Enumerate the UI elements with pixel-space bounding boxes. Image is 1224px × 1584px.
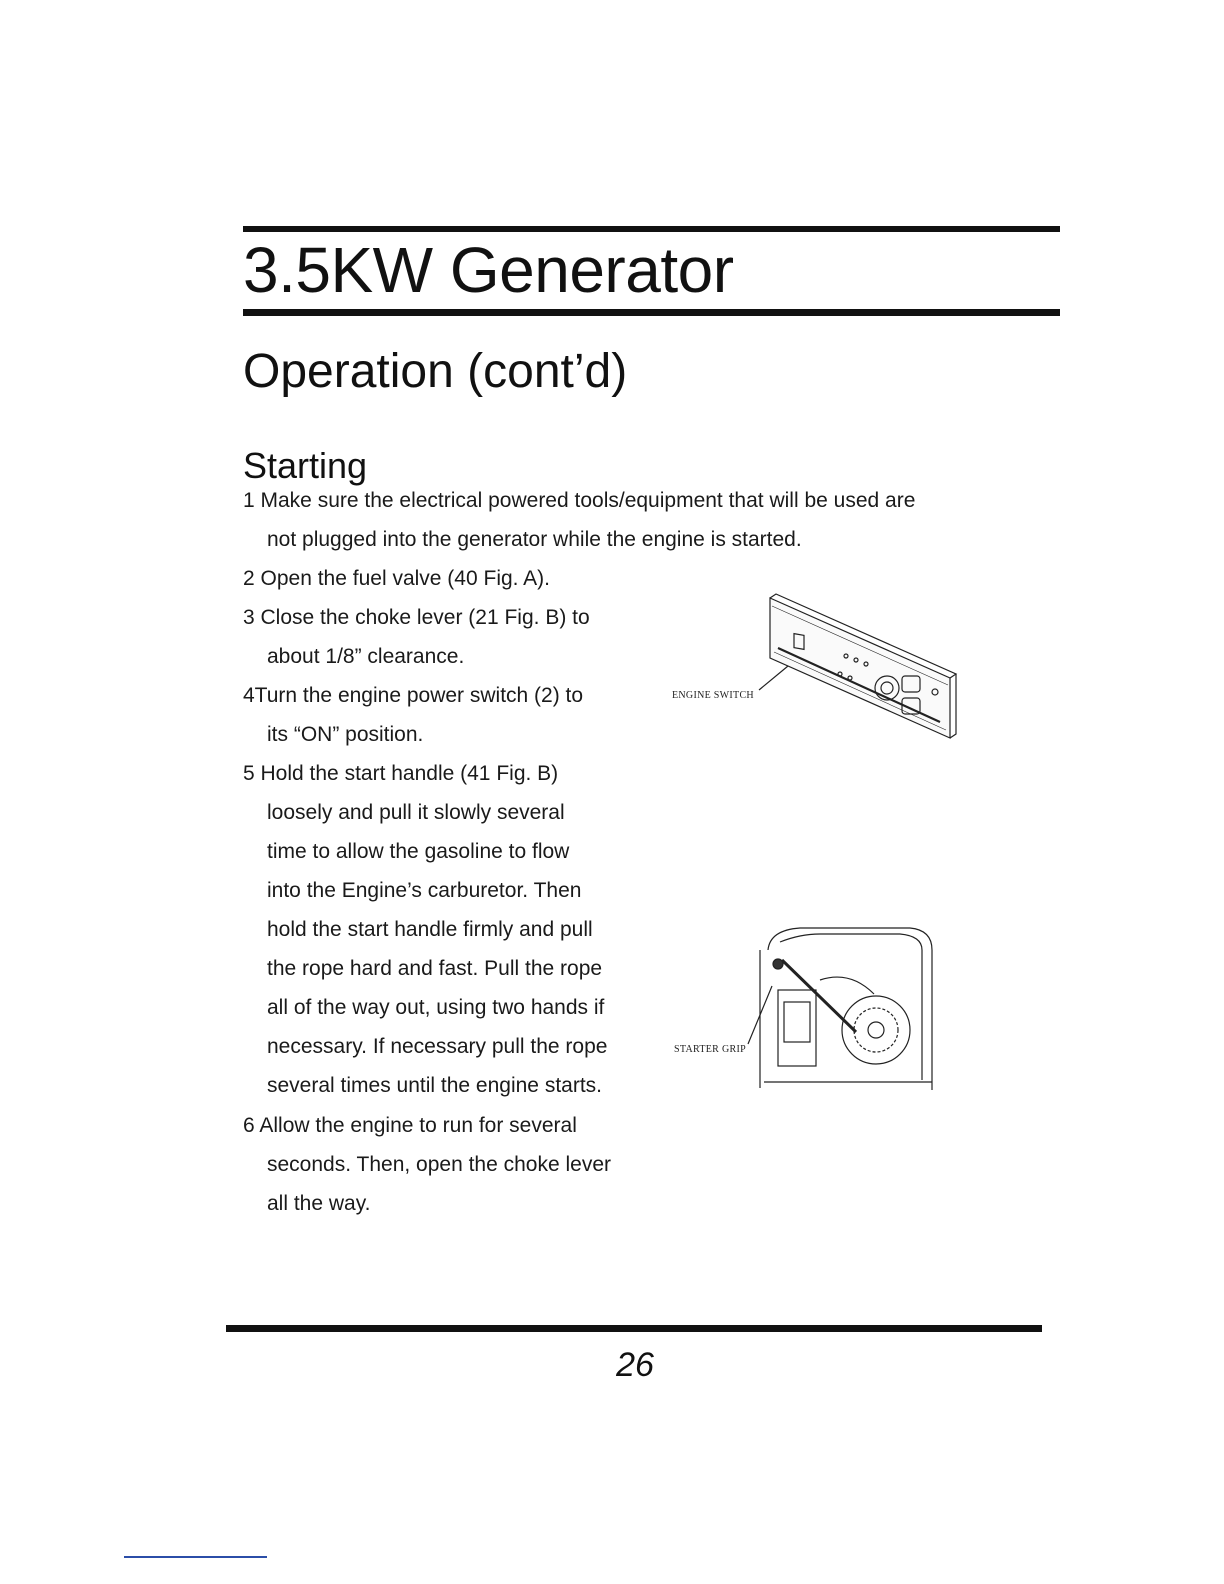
step-line: necessary. If necessary pull the rope (267, 1035, 608, 1058)
page-number: 26 (616, 1346, 654, 1384)
step-line: several times until the engine starts. (267, 1074, 602, 1097)
step-line: time to allow the gasoline to flow (267, 840, 570, 863)
title-rule-bottom (243, 309, 1060, 316)
step-line: all of the way out, using two hands if (267, 996, 605, 1019)
engine-switch-label: ENGINE SWITCH (672, 690, 754, 701)
step-1 (243, 481, 916, 551)
corner-rule (124, 1556, 267, 1558)
step-line: loosely and pull it slowly several (267, 801, 565, 824)
step-line: hold the start handle firmly and pull (267, 918, 593, 941)
control-panel-illustration (660, 590, 960, 740)
step-3 (243, 598, 590, 668)
step-line: 4Turn the engine power switch (2) to (243, 684, 584, 707)
step-line: the rope hard and fast. Pull the rope (267, 957, 603, 980)
step-line: its “ON” position. (267, 723, 424, 746)
step-4 (243, 676, 584, 746)
document-title: 3.5KW Generator (243, 234, 734, 306)
step-line: seconds. Then, open the choke lever (267, 1153, 612, 1176)
control-panel-figure (660, 590, 960, 740)
section-title: Operation (cont’d) (243, 345, 628, 398)
step-2 (243, 559, 550, 598)
step-6 (243, 1106, 612, 1215)
generator-illustration (660, 920, 940, 1090)
step-line: 6 Allow the engine to run for several (243, 1114, 577, 1137)
step-line: 1 Make sure the electrical powered tools/equipment that will be used are (243, 489, 916, 512)
starter-grip-label: STARTER GRIP (674, 1044, 746, 1055)
step-line: about 1/8” clearance. (267, 645, 465, 668)
step-line: 2 Open the fuel valve (40 Fig. A). (243, 567, 551, 590)
footer-rule (226, 1325, 1042, 1332)
step-line: 5 Hold the start handle (41 Fig. B) (243, 762, 559, 785)
starter-grip-figure (660, 920, 940, 1090)
step-line: all the way. (267, 1192, 371, 1215)
subsection-title: Starting (243, 445, 368, 486)
step-line: 3 Close the choke lever (21 Fig. B) to (243, 606, 590, 629)
step-5 (243, 754, 608, 1097)
step-line: not plugged into the generator while the engine is started. (267, 528, 802, 551)
step-line: into the Engine’s carburetor. Then (267, 879, 582, 902)
